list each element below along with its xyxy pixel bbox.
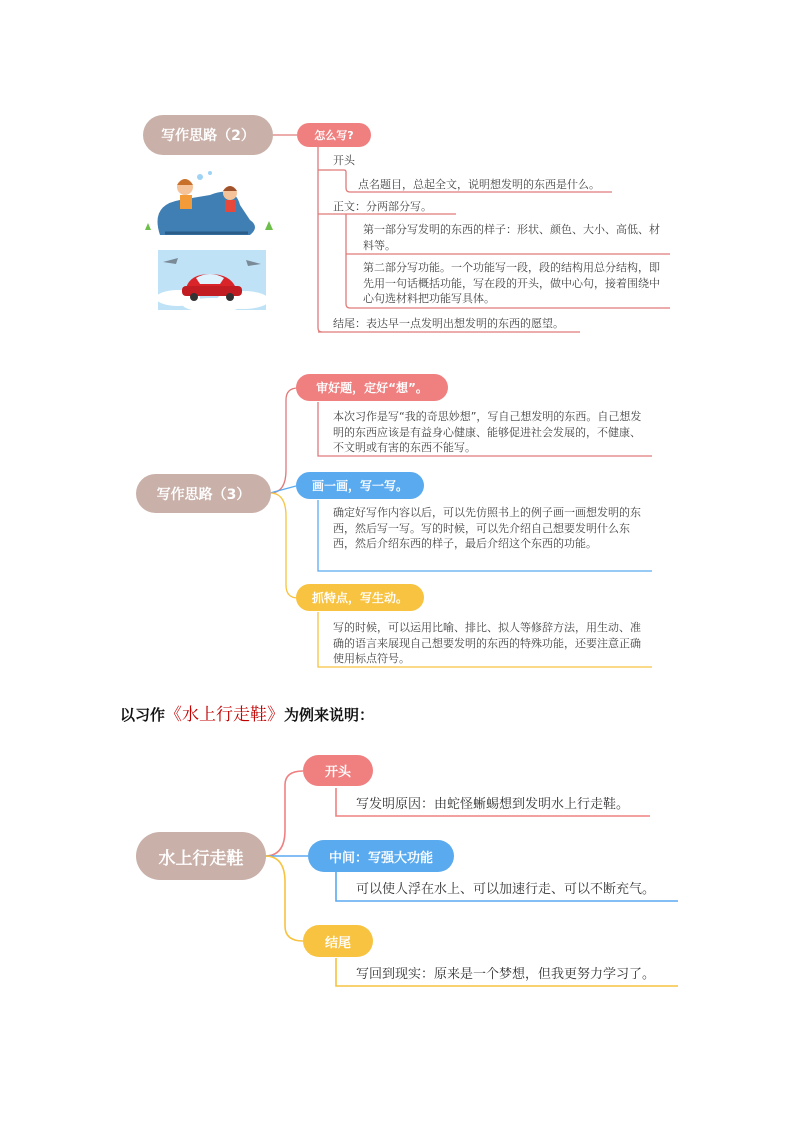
branch-label: 怎么写? bbox=[314, 129, 354, 142]
item-body: 正文：分两部分写。 bbox=[333, 200, 432, 213]
children-shoe-illustration bbox=[140, 165, 280, 245]
central-node-label: 写作思路（2） bbox=[161, 128, 255, 144]
item-body-part1: 第一部分写发明的东西的样子：形状、颜色、大小、高低、材料等。 bbox=[363, 223, 660, 252]
example-intro bbox=[120, 700, 374, 725]
branch-opening bbox=[303, 755, 373, 786]
branch-understand-topic-text: 本次习作是写“我的奇思妙想”，写自己想发明的东西。自己想发明的东西应该是有益身心健康、能够促进社会发展的，不健康、不文明或有害的东西不能写。 bbox=[333, 410, 642, 454]
branch-label: 开头 bbox=[324, 765, 351, 780]
branch-label: 中间：写强大功能 bbox=[328, 850, 433, 866]
branch-how-to-write bbox=[297, 123, 371, 147]
branch-middle-text: 可以使人浮在水上、可以加速行走、可以不断充气。 bbox=[356, 882, 656, 897]
intro-suffix: 为例来说明： bbox=[284, 706, 375, 724]
central-node-label: 写作思路（3） bbox=[156, 486, 251, 503]
item-opening-detail: 点名题目，总起全文，说明想发明的东西是什么。 bbox=[358, 178, 600, 191]
branch-label: 抓特点，写生动。 bbox=[311, 591, 408, 605]
branch-middle bbox=[308, 840, 454, 872]
branch-vivid-features-text: 写的时候，可以运用比喻、排比、拟人等修辞方法，用生动、准确的语言来展现自己想要发明的东西的特殊功能，还要注意正确使用标点符号。 bbox=[333, 621, 641, 665]
branch-opening-text: 写发明原因：由蛇怪蜥蜴想到发明水上行走鞋。 bbox=[356, 797, 630, 812]
intro-title: 《水上行走鞋》 bbox=[165, 705, 285, 725]
branch-understand-topic bbox=[296, 374, 448, 401]
intro-prefix: 以习作 bbox=[120, 706, 166, 724]
branch-draw-and-write-text: 确定好写作内容以后，可以先仿照书上的例子画一画想发明的东西，然后写一写。写的时候，可以先介绍自己想要发明什么东西，然后介绍东西的样子，最后介绍这个东西的功能。 bbox=[333, 506, 641, 550]
branch-ending bbox=[303, 925, 373, 957]
central-node-water-shoes bbox=[136, 832, 266, 880]
item-body-part2: 第二部分写功能。一个功能写一段，段的结构用总分结构，即先用一句话概括功能，写在段的开头，做中心句，接着围绕中心句选材料把功能写具体。 bbox=[363, 261, 660, 305]
branch-draw-and-write bbox=[296, 472, 424, 499]
central-node-label: 水上行走鞋 bbox=[158, 848, 244, 869]
branch-ending-text: 写回到现实：原来是一个梦想，但我更努力学习了。 bbox=[356, 967, 656, 982]
branch-vivid-features bbox=[296, 584, 424, 611]
item-opening: 开头 bbox=[333, 154, 355, 167]
branch-label: 结尾 bbox=[324, 935, 351, 951]
item-ending: 结尾：表达早一点发明出想发明的东西的愿望。 bbox=[333, 317, 564, 330]
branch-label: 画一画，写一写。 bbox=[311, 479, 408, 493]
flying-car-illustration bbox=[158, 250, 266, 310]
branch-label: 审好题，定好“想”。 bbox=[316, 381, 428, 395]
central-node-writing-idea-3 bbox=[136, 474, 271, 513]
central-node-writing-idea-2 bbox=[143, 115, 273, 155]
